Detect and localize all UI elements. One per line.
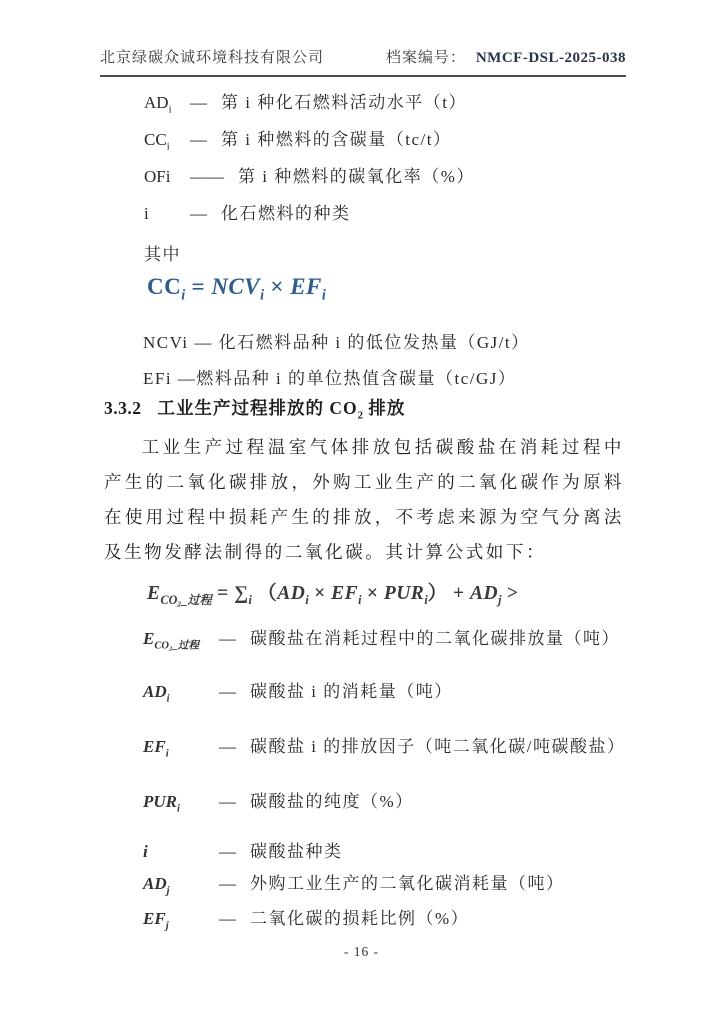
- definition-dash: —: [219, 874, 236, 893]
- definition-desc: 第 i 种燃料的碳氧化率（%）: [238, 167, 475, 186]
- definition-dash: —: [219, 629, 236, 648]
- definition-row-puri: [143, 790, 625, 814]
- section-title: 工业生产过程排放的 $CO_2$ 排放: [157, 398, 406, 422]
- definition-dash: —: [190, 204, 207, 223]
- ncv-definition-line: NCVi — 化石燃料品种 i 的低位发热量（GJ/t）: [143, 333, 530, 352]
- definition-desc: 二氧化碳的损耗比例（%）: [250, 909, 470, 928]
- definition-dash: —: [219, 909, 236, 928]
- definition-row-efj: [143, 907, 625, 931]
- term-adi: $AD_i$: [144, 93, 172, 116]
- ef-definition-line: EFi —燃料品种 i 的单位热值含碳量（tc/GJ）: [143, 369, 517, 388]
- term-cci: $CC_i$: [144, 130, 170, 153]
- term-puri: $PUR_i$: [143, 792, 180, 815]
- archive-number: NMCF-DSL-2025-038: [475, 50, 626, 66]
- definition-desc: 碳酸盐的纯度（%）: [250, 792, 414, 811]
- fuel-definition-list: [144, 92, 475, 240]
- term-i: i: [143, 842, 148, 861]
- definition-row-i: [143, 840, 625, 864]
- term-adi: $AD_i$: [143, 682, 170, 705]
- definition-dash: —: [190, 130, 207, 149]
- archive-number-field: [386, 46, 626, 67]
- definition-row-efi: [143, 735, 625, 759]
- definition-row-adi: [143, 680, 625, 704]
- archive-label: 档案编号：: [385, 50, 466, 66]
- definition-row-ofi: [144, 166, 475, 188]
- definition-desc: 碳酸盐 i 的消耗量（吨）: [250, 682, 453, 701]
- definition-row-e-process: [143, 627, 625, 651]
- page-number: - 16 -: [343, 944, 380, 959]
- definition-row-cci: [144, 129, 475, 151]
- definition-desc: 碳酸盐种类: [250, 842, 343, 861]
- definition-dash: —: [219, 682, 236, 701]
- section-heading: [104, 395, 405, 420]
- definition-row-adj: [143, 872, 625, 896]
- term-adj: $AD_j$: [143, 874, 170, 897]
- definition-dash: ——: [190, 167, 224, 186]
- term-efj: $EF_j$: [143, 909, 169, 932]
- definition-dash: —: [219, 842, 236, 861]
- section-number: 3.3.2: [104, 398, 142, 418]
- process-definition-list: [143, 627, 625, 931]
- definition-row-adi: [144, 92, 475, 114]
- page-header: [100, 46, 626, 77]
- definition-desc: 第 i 种燃料的含碳量（tc/t）: [221, 130, 452, 149]
- term-e-process: $E_{CO_2\_过程}$: [143, 629, 199, 652]
- company-name: 北京绿碳众诚环境科技有限公司: [100, 50, 325, 66]
- definition-desc: 第 i 种化石燃料活动水平（t）: [221, 93, 467, 112]
- definition-dash: —: [219, 792, 236, 811]
- definition-dash: —: [219, 737, 236, 756]
- term-i: i: [144, 204, 149, 223]
- definition-desc: 碳酸盐在消耗过程中的二氧化碳排放量（吨）: [250, 629, 620, 648]
- definition-desc: 外购工业生产的二氧化碳消耗量（吨）: [250, 874, 565, 893]
- body-paragraph: 工业生产过程温室气体排放包括碳酸盐在消耗过程中产生的二氧化碳排放，外购工业生产的二氧化碳作为原料在使用过程中损耗产生的排放，不考虑来源为空气分离法及生物发酵法制得的二氧化碳。其计算公式如下：: [104, 437, 624, 562]
- term-ofi: OFi: [144, 167, 171, 186]
- term-efi: $EF_i$: [143, 737, 169, 760]
- cc-formula: $CC_i = NCV_i \times EF_i$: [147, 274, 326, 304]
- interlude-text: 其中: [144, 245, 181, 264]
- definition-row-i: [144, 203, 475, 225]
- definition-dash: —: [190, 93, 207, 112]
- definition-desc: 碳酸盐 i 的排放因子（吨二氧化碳/吨碳酸盐）: [250, 737, 626, 756]
- definition-desc: 化石燃料的种类: [221, 204, 351, 223]
- process-emission-formula: $E_{CO_2\_过程} = \sum_i$ $(AD_i \times EF_i \times PUR_i) + AD_j$ >: [147, 583, 519, 607]
